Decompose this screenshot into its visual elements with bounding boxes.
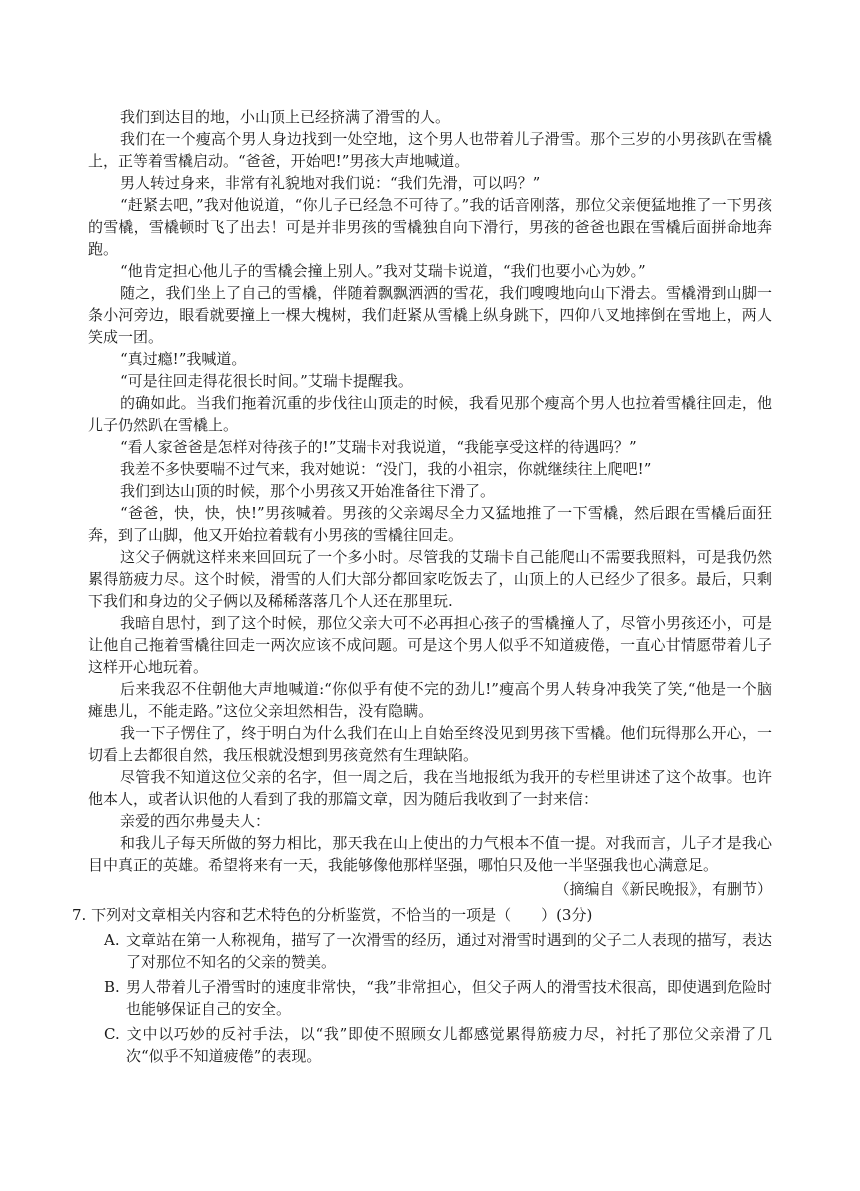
article-body: [88, 106, 772, 876]
article-paragraph: 我们在一个瘦高个男人身边找到一处空地，这个男人也带着儿子滑雪。那个三岁的小男孩趴在雪橇上，正等着雪橇启动。“爸爸，开始吧!”男孩大声地喊道。: [88, 130, 772, 170]
option-text: 文中以巧妙的反衬手法，以“我”即使不照顾女儿都感觉累得筋疲力尽，衬托了那位父亲滑了几次“似乎不知道疲倦”的表现。: [126, 1025, 772, 1065]
option-text: 文章站在第一人称视角，描写了一次滑雪的经历，通过对滑雪时遇到的父子二人表现的描写，表达了对那位不知名的父亲的赞美。: [126, 931, 772, 971]
article-paragraph: “他肯定担心他儿子的雪橇会撞上别人。”我对艾瑞卡说道，“我们也要小心为妙。”: [120, 262, 646, 280]
article-paragraph: “爸爸，快，快，快!”男孩喊着。男孩的父亲竭尽全力又猛地推了一下雪橇，然后跟在雪橇后面狂奔，到了山脚，他又开始拉着载有小男孩的雪橇往回走。: [88, 504, 772, 544]
article-paragraph: 随之，我们坐上了自己的雪橇，伴随着飘飘洒洒的雪花，我们嗖嗖地向山下滑去。雪橇滑到山脚一条小河旁边，眼看就要撞上一棵大槐树，我们赶紧从雪橇上纵身跳下，四仰八叉地摔倒在雪地上，两人笑成一团。: [88, 284, 772, 346]
article-paragraph: 尽管我不知道这位父亲的名字，但一周之后，我在当地报纸为我开的专栏里讲述了这个故事。也许他本人，或者认识他的人看到了我的那篇文章，因为随后我收到了一封来信：: [88, 768, 772, 808]
article-paragraph: “真过瘾!”我喊道。: [120, 350, 247, 368]
article-paragraph: 亲爱的西尔弗曼夫人：: [120, 812, 271, 830]
article-paragraph: 和我儿子每天所做的努力相比，那天我在山上使出的力气根本不值一提。对我而言，儿子才是我心目中真正的英雄。希望将来有一天，我能够像他那样坚强，哪怕只及他一半坚强我也心满意足。: [88, 834, 772, 874]
question-option: [104, 929, 772, 973]
article-paragraph: 的确如此。当我们拖着沉重的步伐往山顶走的时候，我看见那个瘦高个男人也拉着雪橇往回走，他儿子仍然趴在雪橇上。: [88, 394, 772, 434]
document-content: [72, 106, 772, 1067]
article-paragraph: 我们到达山顶的时候，那个小男孩又开始准备往下滑了。: [120, 482, 496, 500]
option-letter: A.: [104, 931, 120, 949]
article-paragraph: “看人家爸爸是怎样对待孩子的!”艾瑞卡对我说道，“我能享受这样的待遇吗？”: [120, 438, 637, 456]
option-letter: C.: [104, 1025, 120, 1043]
question-options: [88, 929, 772, 1067]
article-paragraph: 我差不多快要喘不过气来，我对她说：“没门，我的小祖宗，你就继续往上爬吧!”: [120, 460, 652, 478]
article-paragraph: 我一下子愣住了，终于明白为什么我们在山上自始至终没见到男孩下雪橇。他们玩得那么开心，一切看上去都很自然，我压根就没想到男孩竟然有生理缺陷。: [88, 724, 772, 764]
question-option: [104, 1023, 772, 1067]
article-paragraph: 后来我忍不住朝他大声地喊道:“你似乎有使不完的劲儿!”瘦高个男人转身冲我笑了笑,“他是一个脑瘫患儿，不能走路。”这位父亲坦然相告，没有隐瞒。: [88, 680, 772, 720]
article-paragraph: 我们到达目的地，小山顶上已经挤满了滑雪的人。: [120, 108, 451, 126]
article-paragraph: “可是往回走得花很长时间。”艾瑞卡提醒我。: [120, 372, 413, 390]
option-text: 男人带着儿子滑雪时的速度非常快，“我”非常担心，但父子两人的滑雪技术很高，即使遇到危险时也能够保证自己的安全。: [126, 978, 772, 1018]
article-paragraph: 我暗自思忖，到了这个时候，那位父亲大可不必再担心孩子的雪橇撞人了，尽管小男孩还小，可是让他自己拖着雪橇往回走一两次应该不成问题。可是这个男人似乎不知道疲倦，一直心甘情愿带着儿子这样开心地玩着。: [88, 614, 772, 676]
question-stem: 7. 下列对文章相关内容和艺术特色的分析鉴赏，不恰当的一项是（ ）(3分): [72, 906, 593, 924]
question-option: [104, 976, 772, 1020]
article-paragraph: “赶紧去吧，”我对他说道，“你儿子已经急不可待了。”我的话音刚落，那位父亲便猛地推了一下男孩的雪橇，雪橇顿时飞了出去！可是并非男孩的雪橇独自向下滑行，男孩的爸爸也跟在雪橇后面拼命地奔跑。: [88, 196, 772, 258]
article-source: （摘编自《新民晚报》，有删节）: [554, 880, 772, 898]
article-paragraph: 这父子俩就这样来来回回玩了一个多小时。尽管我的艾瑞卡自己能爬山不需要我照料，可是我仍然累得筋疲力尽。这个时候，滑雪的人们大部分都回家吃饭去了，山顶上的人已经少了很多。最后，只剩下我们和身边的父子俩以及稀稀落落几个人还在那里玩.: [88, 548, 772, 610]
option-letter: B.: [104, 978, 120, 996]
article-paragraph: 男人转过身来，非常有礼貌地对我们说：“我们先滑，可以吗？”: [120, 174, 541, 192]
